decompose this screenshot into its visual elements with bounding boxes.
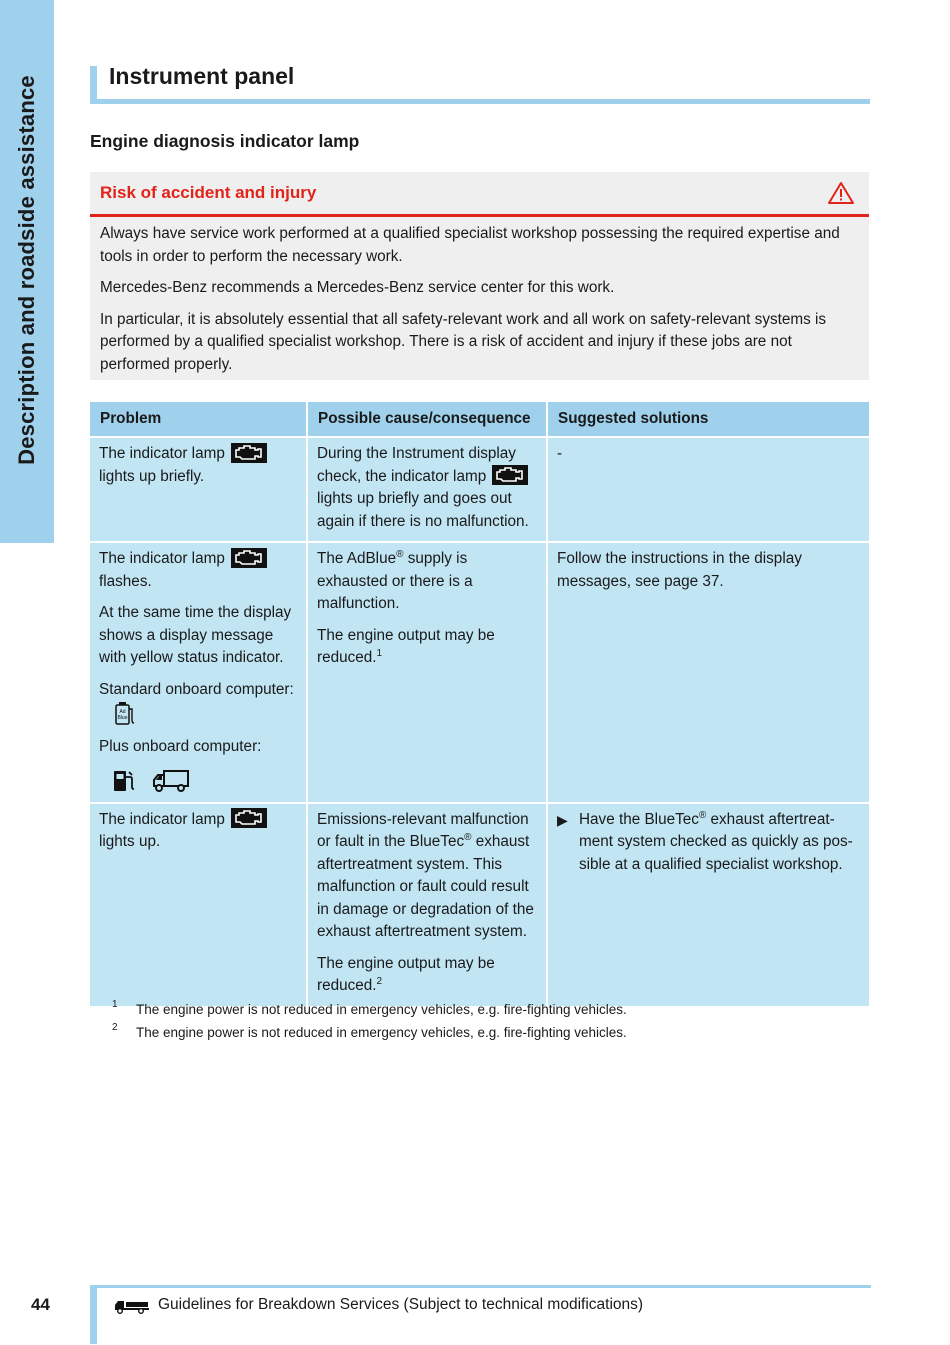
problem-cell: [90, 542, 307, 803]
footnote: [112, 998, 627, 1021]
problem-text: At the same time the display shows a display message with yellow status indicator.: [99, 604, 292, 666]
table-row: [90, 542, 869, 803]
adblue-icon: [113, 701, 137, 727]
cause-cell: [307, 437, 547, 542]
cause-text: The engine output may be reduced.: [317, 954, 495, 994]
truck-icon: [113, 1298, 151, 1314]
engine-lamp-icon: [492, 465, 528, 485]
engine-lamp-icon: [231, 808, 267, 828]
footnote: [112, 1021, 627, 1044]
cause-text: The engine output may be reduced.: [317, 626, 495, 666]
footer-text: Guidelines for Breakdown Services (Subject to technical modifications): [158, 1296, 644, 1313]
engine-lamp-icon: [231, 443, 267, 463]
cause-text: Emissions-relevant malfunction or fault in the BlueTec: [317, 810, 529, 850]
problem-text: lights up.: [99, 833, 161, 850]
footnote-number: 2: [112, 1022, 118, 1033]
section-title: Engine diagnosis indicator lamp: [90, 131, 360, 151]
cause-text: supply is exhausted or there is a malfunction.: [317, 550, 473, 612]
warning-triangle-icon: [827, 181, 855, 205]
truck-icon: [151, 768, 191, 794]
footnote-text: The engine power is not reduced in emergency vehicles, e.g. fire-fighting vehicles.: [136, 1002, 627, 1017]
problem-text: Plus onboard computer:: [99, 738, 262, 755]
cause-text: The AdBlue: [317, 550, 397, 567]
cause-text: exhaust aftertreatment system. This malfunction or fault could result in damage or degradation of the exhaust aftertreatment system.: [317, 833, 534, 940]
engine-lamp-icon: [231, 548, 267, 568]
page-header: [90, 63, 870, 104]
problem-text: flashes.: [99, 572, 152, 590]
registered-mark: ®: [464, 831, 472, 843]
warning-body: [90, 217, 869, 376]
cause-text: lights up briefly and goes out again if there is no malfunction.: [317, 490, 529, 530]
side-tab: [0, 0, 54, 543]
solution-text: Have the BlueTec: [579, 810, 699, 828]
warning-box: [90, 172, 869, 380]
footnote-ref[interactable]: 1: [376, 647, 383, 659]
footnote-text: The engine power is not reduced in emergency vehicles, e.g. fire-fighting vehicles.: [136, 1025, 627, 1040]
column-header-problem: Problem: [90, 402, 307, 437]
footnote-ref[interactable]: 2: [376, 975, 383, 987]
warning-paragraph: Mercedes-Benz recommends a Mercedes-Benz service center for this work.: [100, 279, 615, 296]
problem-cell: [90, 437, 307, 542]
warning-paragraph: Always have service work performed at a qualified specialist workshop possessing the required expertise and tools in order to perform the necessary work.: [100, 225, 840, 265]
problem-text: The indicator lamp: [99, 550, 225, 567]
arrow-bullet-icon: ▶: [557, 811, 568, 828]
warning-header: [90, 172, 869, 217]
solution-cell: -: [547, 437, 869, 542]
page-number: 44: [31, 1295, 50, 1314]
cause-text: During the Instrument display check, the indicator lamp: [317, 445, 516, 485]
table-row: [90, 803, 869, 1007]
footnotes: [112, 998, 627, 1044]
table-row: [90, 437, 869, 542]
cause-cell: [307, 803, 547, 1007]
footnote-number: 1: [112, 999, 118, 1010]
page-footer: [90, 1285, 871, 1344]
svg-text:Blue: Blue: [117, 715, 128, 721]
problem-text: Standard onboard computer:: [99, 680, 294, 698]
warning-title: Risk of accident and injury: [100, 183, 317, 202]
table-header-row: [90, 402, 869, 437]
diagnosis-table: [90, 402, 869, 1008]
solution-text: exhaust aftertreat-ment system checked as quickly as pos-sible at a qualified specialist workshop.: [579, 810, 853, 873]
solution-cell: Follow the instructions in the display messages, see page 37.: [547, 542, 869, 803]
column-header-solution: Suggested solutions: [547, 402, 869, 437]
cause-cell: [307, 542, 547, 803]
problem-text: lights up briefly.: [99, 467, 205, 485]
column-header-cause: Possible cause/consequence: [307, 402, 547, 437]
problem-cell: [90, 803, 307, 1007]
solution-cell: [547, 803, 869, 1007]
registered-mark: ®: [698, 809, 707, 821]
fuel-pump-icon: [111, 768, 137, 794]
warning-paragraph: In particular, it is absolutely essential that all safety-relevant work and all work on safety-relevant systems is performed by a qualified specialist workshop. There is a risk of accident and injury if these jobs are not performed properly.: [100, 310, 827, 373]
action-step: [557, 809, 860, 877]
registered-mark: ®: [396, 548, 404, 560]
side-tab-label: Description and roadside assistance: [14, 75, 39, 465]
svg-text:Ad: Ad: [119, 709, 126, 715]
problem-text: The indicator lamp: [99, 810, 225, 828]
problem-text: The indicator lamp: [99, 445, 225, 462]
page-title: Instrument panel: [109, 63, 295, 89]
